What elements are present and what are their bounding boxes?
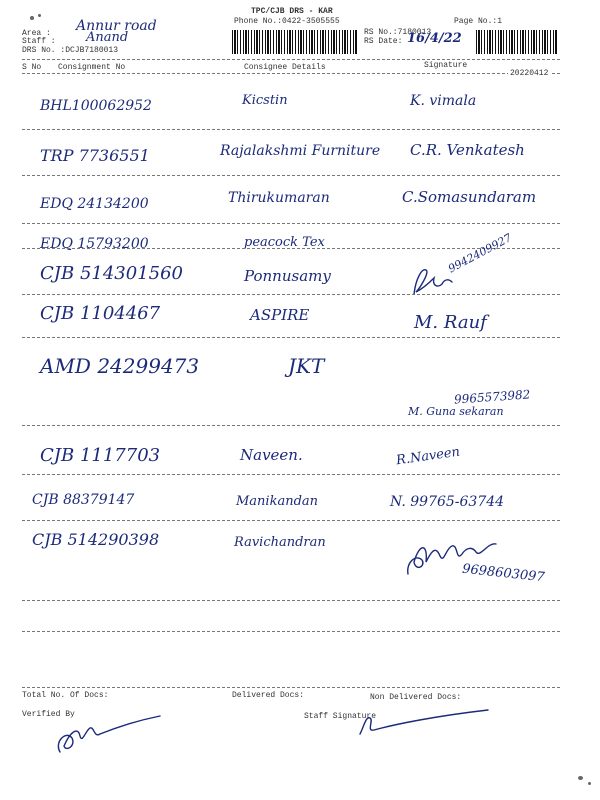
scan-speck <box>30 16 34 20</box>
date-code: 20220412 <box>510 69 549 78</box>
entry-9-signature: N. 99765-63744 <box>390 494 505 510</box>
scan-speck <box>578 776 583 780</box>
column-signature: Signature <box>424 61 468 70</box>
scan-speck <box>588 782 591 785</box>
entry-5-consignee: Ponnusamy <box>244 267 331 285</box>
entry-4-consignment: EDQ 15793200 <box>40 236 149 252</box>
entry-2-signature: C.R. Venkatesh <box>410 141 525 159</box>
entry-5-consignment: CJB 514301560 <box>40 263 184 284</box>
entry-1-consignment: BHL100062952 <box>40 98 152 114</box>
column-consignment: Consignment No <box>58 63 126 72</box>
row-divider <box>22 294 560 295</box>
drs-number: DRS No. :DCJB7180013 <box>22 46 119 55</box>
entry-9-consignment: CJB 88379147 <box>32 492 135 508</box>
staff-signature-label: Staff Signature <box>304 712 377 721</box>
staff-value: Anand <box>86 30 129 45</box>
entry-7-consignment: AMD 24299473 <box>40 354 200 378</box>
entry-1-signature: K. vimala <box>410 93 477 109</box>
verified-by-label: Verified By <box>22 710 75 719</box>
document-title: TPC/CJB DRS - KAR <box>251 7 333 16</box>
staff-signature <box>356 706 492 738</box>
row-divider <box>22 337 560 338</box>
entry-3-consignee: Thirukumaran <box>228 190 330 206</box>
staff-label: Staff : <box>22 37 56 46</box>
rs-number: RS No.:7180013 <box>364 28 432 37</box>
footer-divider <box>22 687 560 688</box>
row-divider <box>22 175 560 176</box>
column-consignee: Consignee Details <box>244 63 326 72</box>
entry-8-signature: R.Naveen <box>395 444 461 469</box>
rs-date-label: RS Date: <box>364 37 403 46</box>
column-sno: S No <box>22 63 42 72</box>
row-divider <box>22 223 560 224</box>
entry-7-signature: 9965573982 <box>453 387 531 407</box>
entry-6-consignee: ASPIRE <box>250 306 310 324</box>
header-divider <box>22 59 560 60</box>
entry-7-signature-name: M. Guna sekaran <box>408 405 504 418</box>
barcode-right <box>476 30 558 54</box>
entry-6-signature: M. Rauf <box>414 312 487 333</box>
entry-6-consignment: CJB 1104467 <box>40 303 161 324</box>
scan-speck <box>38 14 41 17</box>
entry-3-signature: C.Somasundaram <box>402 188 537 206</box>
row-divider <box>22 520 560 521</box>
delivered-docs-label: Delivered Docs: <box>232 691 305 700</box>
entry-10-signature: 9698603097 <box>461 561 546 586</box>
total-docs-label: Total No. Of Docs: <box>22 691 109 700</box>
entry-8-consignment: CJB 1117703 <box>40 445 161 466</box>
barcode-left <box>232 30 358 54</box>
row-divider <box>22 129 560 130</box>
area-value: Annur road <box>76 18 157 34</box>
entry-2-consignment: TRP 7736551 <box>40 146 150 165</box>
non-delivered-docs-label: Non Delivered Docs: <box>370 693 462 702</box>
entry-1-consignee: Kicstin <box>242 93 288 108</box>
column-divider <box>22 73 560 74</box>
entry-3-consignment: EDQ 24134200 <box>40 196 149 212</box>
entry-4-consignee: peacock Tex <box>244 235 325 250</box>
page-number: Page No.:1 <box>454 17 503 26</box>
entry-9-consignee: Manikandan <box>236 494 319 509</box>
entry-8-consignee: Naveen. <box>240 446 303 464</box>
entry-2-consignee: Rajalakshmi Furniture <box>220 143 381 159</box>
rs-date-value: 16/4/22 <box>407 31 462 46</box>
area-label: Area : <box>22 29 51 38</box>
entry-7-consignee: JKT <box>288 354 325 378</box>
phone-number: Phone No.:0422-3505555 <box>234 17 340 26</box>
row-divider <box>22 600 560 601</box>
row-divider <box>22 631 560 632</box>
verifier-signature <box>50 712 165 760</box>
entry-5-signature: 9942409927 <box>446 231 514 276</box>
row-divider <box>22 425 560 426</box>
entry-10-consignment: CJB 514290398 <box>32 530 160 549</box>
entry-10-consignee: Ravichandran <box>234 535 326 550</box>
row-divider <box>22 474 560 475</box>
